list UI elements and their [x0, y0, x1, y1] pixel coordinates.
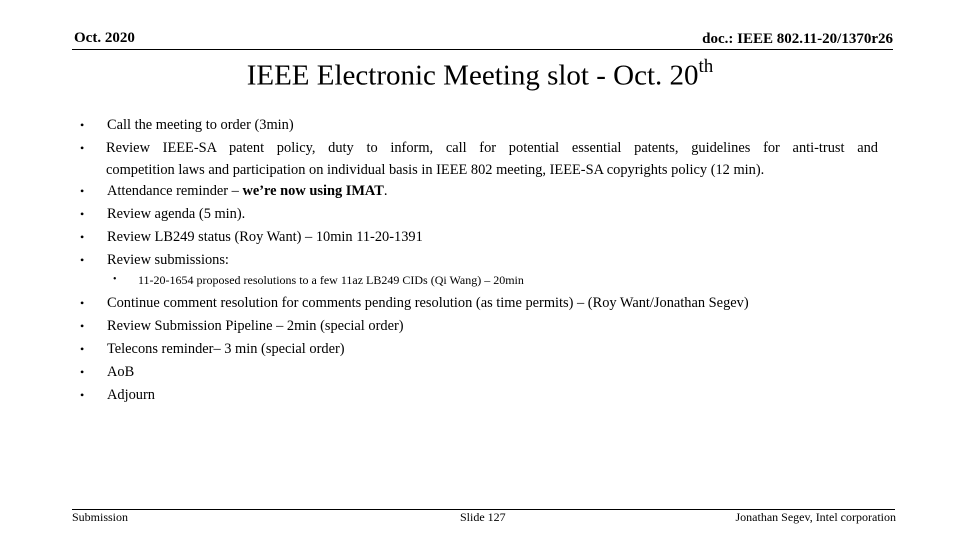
- footer-author: Jonathan Segev, Intel corporation: [735, 510, 896, 524]
- bullet-icon: •: [80, 118, 85, 132]
- agenda-sub-item-text: 11-20-1654 proposed resolutions to a few 11az LB249 CIDs (Qi Wang) – 20min: [138, 273, 524, 287]
- agenda-item-text-tail: .: [383, 183, 388, 199]
- agenda-item-text: [107, 180, 387, 202]
- bullet-icon: •: [113, 274, 117, 285]
- bullet-icon: •: [80, 184, 85, 198]
- footer-slide-number: Slide 127: [460, 510, 506, 524]
- footer-left: Submission: [72, 510, 129, 524]
- agenda-item-text: Review LB249 status (Roy Want) – 10min 11-20-1391: [107, 229, 423, 245]
- header-divider: [72, 49, 893, 50]
- agenda-item-text: Review Submission Pipeline – 2min (special order): [107, 318, 404, 334]
- bullet-icon: •: [80, 342, 85, 356]
- bullet-icon: •: [80, 253, 85, 267]
- agenda-item-text-line2: competition laws and participation on individual basis in IEEE 802 meeting, IEEE-SA copyrights policy (12 min).: [106, 162, 765, 178]
- header-date: Oct. 2020: [74, 30, 135, 46]
- agenda-item-text-line1: Review IEEE-SA patent policy, duty to inform, call for potential essential patents, guidelines for anti-trust and: [106, 140, 878, 156]
- bullet-icon: •: [80, 296, 85, 310]
- agenda-item-text-bold: we’re now using IMAT: [242, 183, 384, 199]
- agenda-item-text: Telecons reminder– 3 min (special order): [107, 341, 345, 357]
- slide-title: [0, 58, 960, 93]
- slide-title-suffix: th: [698, 56, 714, 77]
- bullet-icon: •: [80, 230, 85, 244]
- header-doc-id: doc.: IEEE 802.11-20/1370r26: [702, 31, 893, 47]
- agenda-item-text: Review agenda (5 min).: [107, 206, 246, 222]
- bullet-icon: •: [80, 319, 85, 333]
- agenda-item-text: Continue comment resolution for comments pending resolution (as time permits) – (Roy Want/Jonathan Segev): [107, 295, 749, 311]
- agenda-item-text: Review submissions:: [107, 252, 229, 268]
- slide-title-main: IEEE Electronic Meeting slot - Oct. 20: [246, 59, 699, 92]
- bullet-icon: •: [80, 141, 85, 155]
- agenda-item-text: Adjourn: [107, 387, 155, 403]
- agenda-item-text-plain: Attendance reminder –: [107, 183, 243, 199]
- agenda-item-text: AoB: [107, 364, 135, 380]
- bullet-icon: •: [80, 365, 85, 379]
- agenda-item-text: Call the meeting to order (3min): [107, 117, 294, 133]
- bullet-icon: •: [80, 207, 85, 221]
- bullet-icon: •: [80, 388, 85, 402]
